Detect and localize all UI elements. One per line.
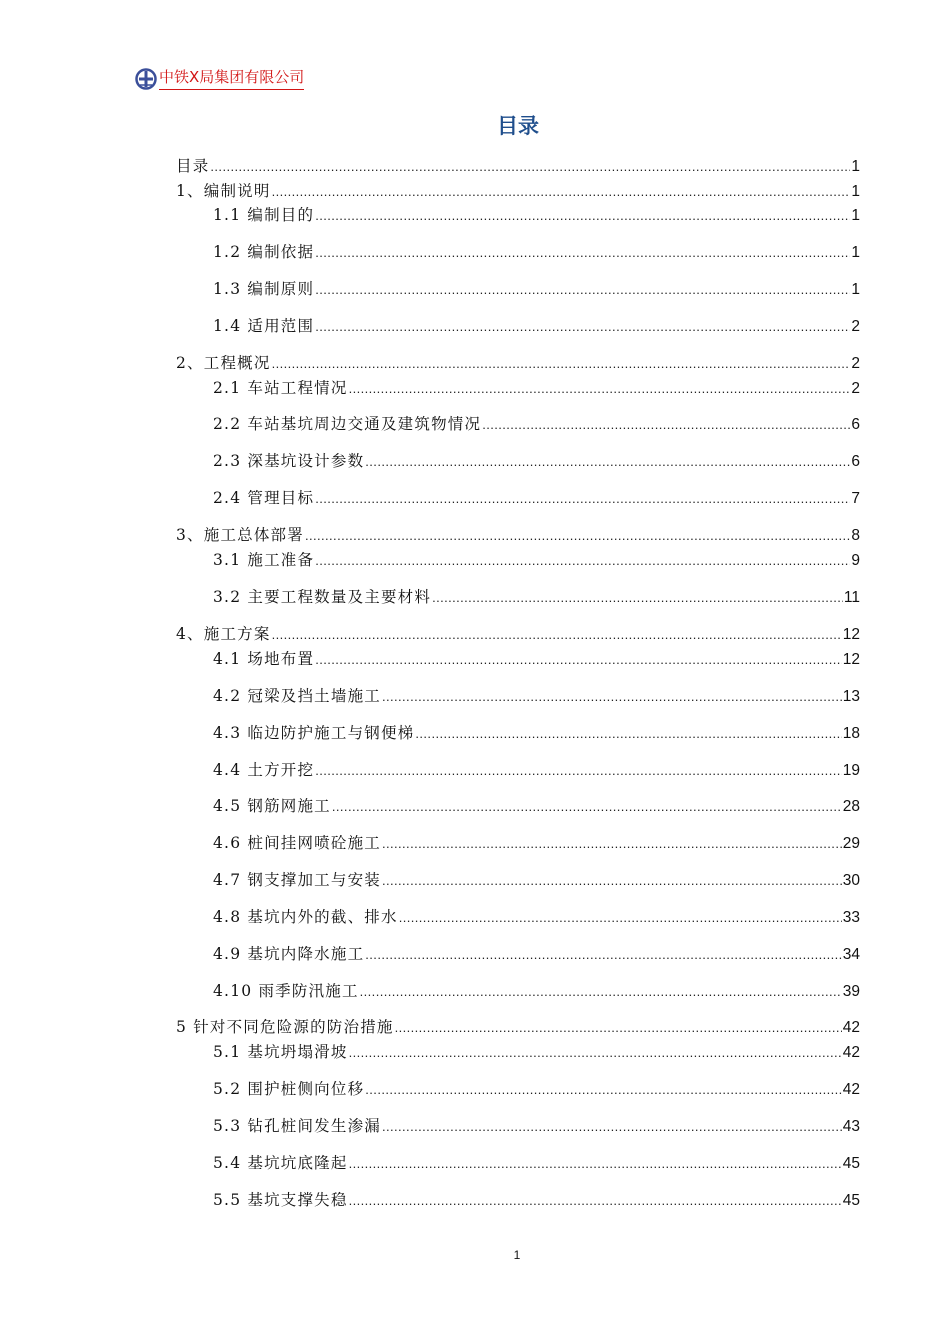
toc-entry-title: 4.10 雨季防汛施工 — [213, 982, 359, 1000]
toc-entry-page: 9 — [851, 552, 860, 569]
toc-entry-title: 3、施工总体部署 — [176, 526, 304, 544]
toc-entry[interactable] — [176, 524, 860, 546]
toc-entry-page: 13 — [842, 688, 860, 705]
toc-entry-title: 4.8 基坑内外的截、排水 — [213, 908, 398, 926]
toc-entry-page: 43 — [842, 1118, 860, 1135]
toc-dot-leader — [360, 981, 842, 1003]
toc-entry-title: 4.6 桩间挂网喷砼施工 — [213, 834, 381, 852]
toc-dot-leader — [349, 1190, 842, 1212]
toc-dot-leader — [382, 1116, 842, 1138]
toc-entry-title: 5.3 钻孔桩间发生渗漏 — [213, 1117, 381, 1135]
toc-dot-leader — [272, 181, 851, 203]
toc-dot-leader — [315, 205, 850, 227]
toc-entry[interactable] — [213, 759, 860, 781]
toc-dot-leader — [315, 550, 850, 572]
toc-dot-leader — [365, 1079, 841, 1101]
toc-entry-page: 1 — [851, 244, 860, 261]
toc-entry-title: 4.9 基坑内降水施工 — [213, 945, 365, 963]
toc-dot-leader — [432, 587, 843, 609]
toc-entry-page: 34 — [842, 946, 860, 963]
toc-entry-page: 6 — [851, 416, 860, 433]
toc-entry-page: 1 — [851, 183, 860, 200]
toc-entry-page: 33 — [842, 909, 860, 926]
toc-dot-leader — [399, 907, 842, 929]
toc-entry-title: 4.5 钢筋网施工 — [213, 797, 331, 815]
toc-entry[interactable] — [213, 980, 860, 1002]
toc-entry[interactable] — [213, 795, 860, 817]
toc-dot-leader — [382, 870, 842, 892]
toc-dot-leader — [349, 1153, 842, 1175]
toc-dot-leader — [305, 525, 850, 547]
page-header — [134, 66, 304, 92]
toc-entry-title: 2.4 管理目标 — [213, 489, 315, 507]
toc-entry[interactable] — [213, 1189, 860, 1211]
toc-entry[interactable] — [213, 869, 860, 891]
crcc-logo-icon — [134, 68, 158, 90]
toc-entry-title: 5.4 基坑坑底隆起 — [213, 1154, 348, 1172]
toc-entry[interactable] — [213, 648, 860, 670]
toc-entry-title: 4.1 场地布置 — [213, 650, 315, 668]
toc-entry-title: 目录 — [176, 157, 210, 175]
company-name: 中铁Ⅹ局集团有限公司 — [159, 68, 304, 90]
toc-entry[interactable] — [176, 180, 860, 202]
toc-dot-leader — [365, 451, 850, 473]
toc-entry-title: 1.2 编制依据 — [213, 243, 315, 261]
toc-dot-leader — [365, 944, 841, 966]
toc-entry-page: 2 — [851, 318, 860, 335]
toc-entry-title: 5.5 基坑支撑失稳 — [213, 1191, 348, 1209]
toc-entry-page: 45 — [842, 1192, 860, 1209]
toc-entry[interactable] — [213, 549, 860, 571]
toc-dot-leader — [482, 414, 850, 436]
toc-dot-leader — [272, 353, 851, 375]
toc-entry-title: 3.1 施工准备 — [213, 551, 315, 569]
toc-dot-leader — [395, 1017, 842, 1039]
toc-entry[interactable] — [213, 377, 860, 399]
toc-entry[interactable] — [213, 450, 860, 472]
toc-entry-title: 4.7 钢支撑加工与安装 — [213, 871, 381, 889]
toc-entry[interactable] — [176, 1016, 860, 1038]
toc-entry-title: 4.2 冠梁及挡土墙施工 — [213, 687, 381, 705]
toc-entry-page: 19 — [842, 762, 860, 779]
toc-entry-title: 1.4 适用范围 — [213, 317, 315, 335]
toc-entry-title: 4.4 土方开挖 — [213, 761, 315, 779]
toc-entry[interactable] — [213, 586, 860, 608]
toc-dot-leader — [315, 316, 850, 338]
toc-entry-title: 1.1 编制目的 — [213, 206, 315, 224]
toc-entry-page: 12 — [842, 626, 860, 643]
toc-entry[interactable] — [213, 241, 860, 263]
toc-entry-page: 2 — [851, 380, 860, 397]
toc-entry-page: 30 — [842, 872, 860, 889]
toc-dot-leader — [210, 156, 850, 178]
toc-entry-title: 3.2 主要工程数量及主要材料 — [213, 588, 432, 606]
toc-entry[interactable] — [213, 685, 860, 707]
toc-dot-leader — [315, 649, 842, 671]
toc-entry-title: 4、施工方案 — [176, 625, 271, 643]
toc-entry-title: 1.3 编制原则 — [213, 280, 315, 298]
toc-entry-page: 7 — [851, 490, 860, 507]
toc-entry-page: 39 — [842, 983, 860, 1000]
toc-dot-leader — [382, 833, 842, 855]
toc-entry-page: 12 — [842, 651, 860, 668]
toc-dot-leader — [315, 242, 850, 264]
toc-entry[interactable] — [213, 1041, 860, 1063]
toc-entry-title: 5.2 围护桩侧向位移 — [213, 1080, 365, 1098]
toc-entry-page: 45 — [842, 1155, 860, 1172]
toc-entry[interactable] — [213, 204, 860, 226]
toc-entry-page: 18 — [842, 725, 860, 742]
toc-entry[interactable] — [213, 832, 860, 854]
toc-dot-leader — [349, 378, 851, 400]
toc-entry-page: 11 — [843, 589, 860, 606]
toc-dot-leader — [349, 1042, 842, 1064]
toc-entry-page: 1 — [851, 158, 860, 175]
toc-entry-page: 1 — [851, 281, 860, 298]
toc-entry-page: 6 — [851, 453, 860, 470]
toc-dot-leader — [315, 488, 850, 510]
toc-dot-leader — [272, 624, 842, 646]
toc-entry-title: 5.1 基坑坍塌滑坡 — [213, 1043, 348, 1061]
toc-dot-leader — [315, 279, 850, 301]
page-number: 1 — [513, 1248, 521, 1262]
toc-entry-title: 2.3 深基坑设计参数 — [213, 452, 365, 470]
toc-dot-leader — [315, 760, 842, 782]
toc-entry-page: 1 — [851, 207, 860, 224]
toc-entry[interactable] — [213, 1115, 860, 1137]
toc-entry-page: 29 — [842, 835, 860, 852]
toc-entry[interactable] — [213, 1152, 860, 1174]
toc-entry[interactable] — [176, 155, 860, 177]
toc-entry-page: 2 — [851, 355, 860, 372]
toc-entry-title: 1、编制说明 — [176, 182, 271, 200]
toc-entry[interactable] — [213, 906, 860, 928]
toc-entry-page: 42 — [842, 1019, 860, 1036]
toc-entry[interactable] — [213, 487, 860, 509]
toc-entry-page: 8 — [851, 527, 860, 544]
toc-dot-leader — [382, 686, 842, 708]
toc-entry-title: 2.2 车站基坑周边交通及建筑物情况 — [213, 415, 482, 433]
toc-entry-title: 5 针对不同危险源的防治措施 — [176, 1018, 394, 1036]
toc-entry[interactable] — [213, 413, 860, 435]
toc-entry[interactable] — [213, 1078, 860, 1100]
toc-dot-leader — [415, 723, 841, 745]
toc-dot-leader — [332, 796, 842, 818]
toc-entry[interactable] — [176, 352, 860, 374]
toc-entry-page: 42 — [842, 1081, 860, 1098]
toc-entry[interactable] — [213, 278, 860, 300]
toc-entry-page: 28 — [842, 798, 860, 815]
toc-entry[interactable] — [213, 315, 860, 337]
toc-entry[interactable] — [213, 943, 860, 965]
toc-entry[interactable] — [176, 623, 860, 645]
toc-entry-title: 4.3 临边防护施工与钢便梯 — [213, 724, 415, 742]
toc-entry[interactable] — [213, 722, 860, 744]
toc-title: 目录 — [497, 114, 539, 138]
toc-entry-page: 42 — [842, 1044, 860, 1061]
toc-entry-title: 2、工程概况 — [176, 354, 271, 372]
toc-entry-title: 2.1 车站工程情况 — [213, 379, 348, 397]
